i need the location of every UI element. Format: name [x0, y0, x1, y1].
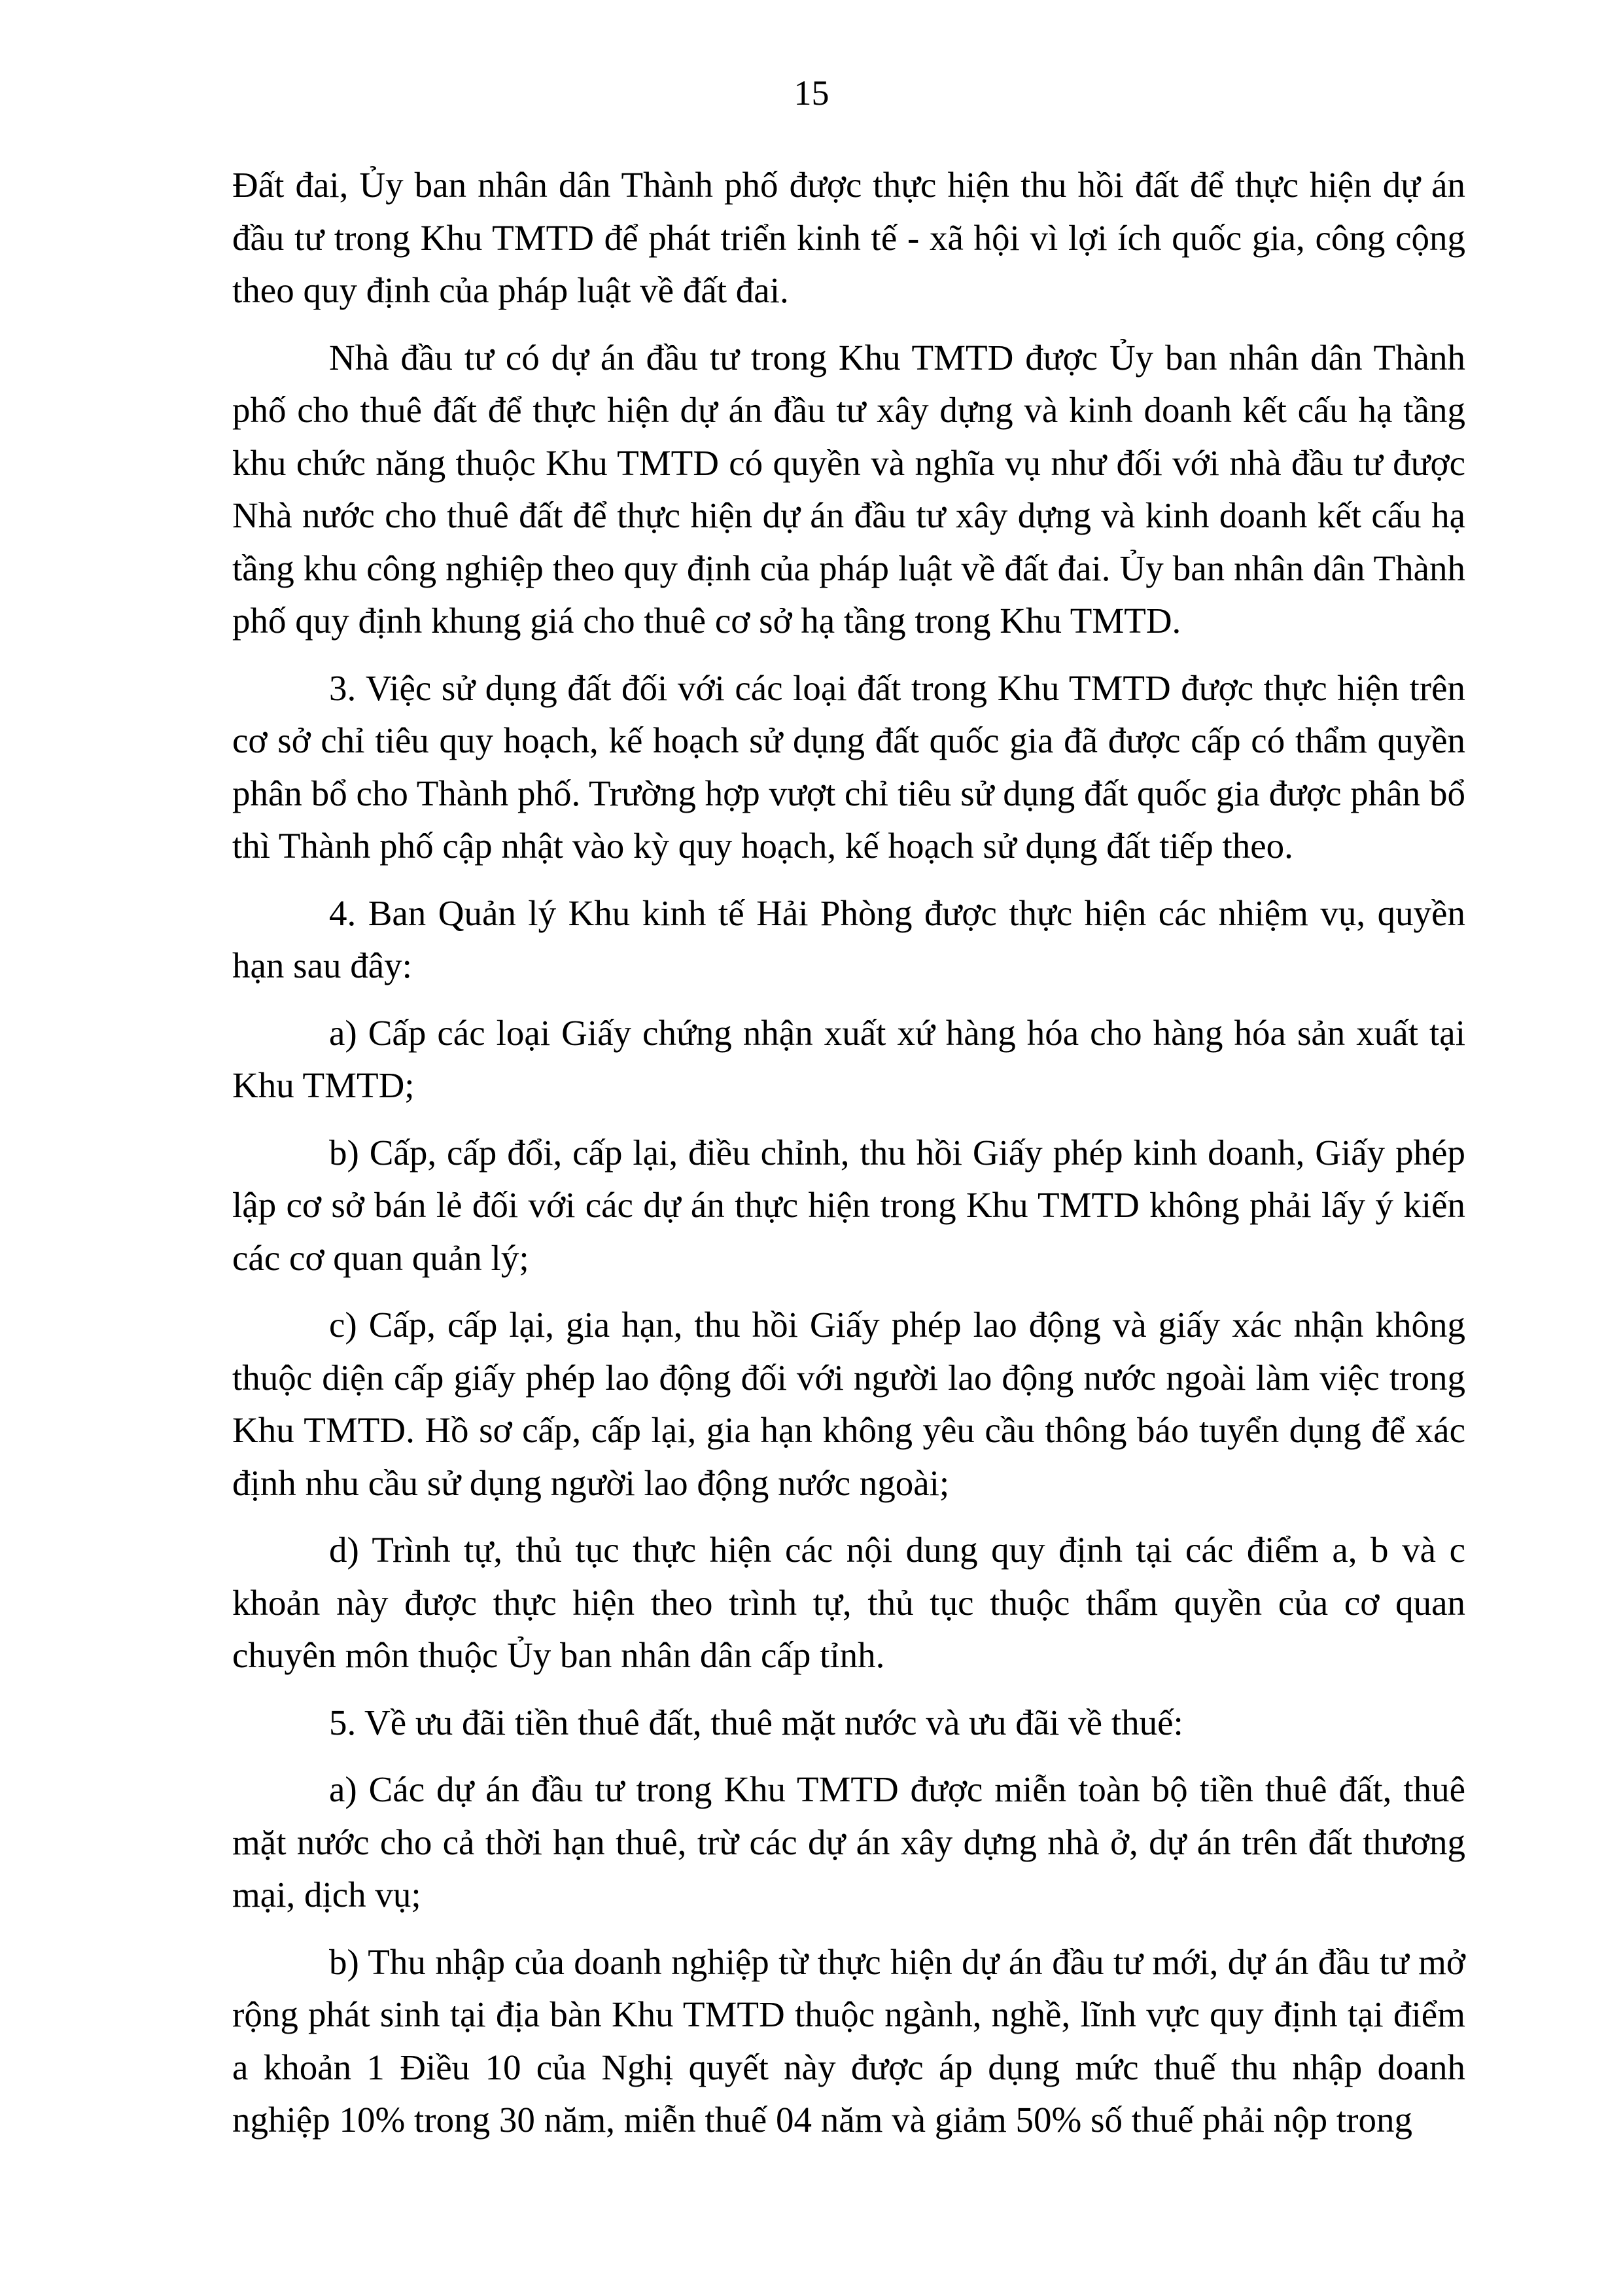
paragraph-clause-4c: c) Cấp, cấp lại, gia hạn, thu hồi Giấy phép lao động và giấy xác nhận không thuộc diện cấp giấy phép lao động đối với người lao động nước ngoài làm việc trong Khu TMTD. Hồ sơ cấp, cấp lại, gia hạn không yêu cầu thông báo tuyển dụng để xác định nhu cầu sử dụng người lao động nước ngoài; [232, 1305, 1465, 1503]
paragraph-investor-rights: Nhà đầu tư có dự án đầu tư trong Khu TMTD được Ủy ban nhân dân Thành phố cho thuê đất để thực hiện dự án đầu tư xây dựng và kinh doanh kết cấu hạ tầng khu chức năng thuộc Khu TMTD có quyền và nghĩa vụ như đối với nhà đầu tư được Nhà nước cho thuê đất để thực hiện dự án đầu tư xây dựng và kinh doanh kết cấu hạ tầng khu công nghiệp theo quy định của pháp luật về đất đai. Ủy ban nhân dân Thành phố quy định khung giá cho thuê cơ sở hạ tầng trong Khu TMTD. [232, 337, 1465, 641]
document-body [232, 159, 1465, 2161]
paragraph-clause-4a: a) Cấp các loại Giấy chứng nhận xuất xứ hàng hóa cho hàng hóa sản xuất tại Khu TMTD; [232, 1012, 1465, 1105]
paragraph-clause-5: 5. Về ưu đãi tiền thuê đất, thuê mặt nước và ưu đãi về thuế: [329, 1702, 1183, 1742]
paragraph-clause-4b: b) Cấp, cấp đổi, cấp lại, điều chỉnh, thu hồi Giấy phép kinh doanh, Giấy phép lập cơ sở bán lẻ đối với các dự án thực hiện trong Khu TMTD không phải lấy ý kiến các cơ quan quản lý; [232, 1132, 1465, 1278]
paragraph-continued: Đất đai, Ủy ban nhân dân Thành phố được thực hiện thu hồi đất để thực hiện dự án đầu tư trong Khu TMTD để phát triển kinh tế - xã hội vì lợi ích quốc gia, công cộng theo quy định của pháp luật về đất đai. [232, 165, 1465, 310]
paragraph-clause-5b: b) Thu nhập của doanh nghiệp từ thực hiện dự án đầu tư mới, dự án đầu tư mở rộng phát sinh tại địa bàn Khu TMTD thuộc ngành, nghề, lĩnh vực quy định tại điểm a khoản 1 Điều 10 của Nghị quyết này được áp dụng mức thuế thu nhập doanh nghiệp 10% trong 30 năm, miễn thuế 04 năm và giảm 50% số thuế phải nộp trong [232, 1941, 1465, 2140]
paragraph-clause-3: 3. Việc sử dụng đất đối với các loại đất trong Khu TMTD được thực hiện trên cơ sở chỉ tiêu quy hoạch, kế hoạch sử dụng đất quốc gia đã được cấp có thẩm quyền phân bổ cho Thành phố. Trường hợp vượt chỉ tiêu sử dụng đất quốc gia được phân bổ thì Thành phố cập nhật vào kỳ quy hoạch, kế hoạch sử dụng đất tiếp theo. [232, 667, 1465, 866]
paragraph-clause-4d: d) Trình tự, thủ tục thực hiện các nội dung quy định tại các điểm a, b và c khoản này được thực hiện theo trình tự, thủ tục thuộc thẩm quyền của cơ quan chuyên môn thuộc Ủy ban nhân dân cấp tỉnh. [232, 1530, 1465, 1675]
paragraph-clause-4: 4. Ban Quản lý Khu kinh tế Hải Phòng được thực hiện các nhiệm vụ, quyền hạn sau đây: [232, 892, 1465, 985]
page-number: 15 [794, 73, 829, 113]
paragraph-clause-5a: a) Các dự án đầu tư trong Khu TMTD được miễn toàn bộ tiền thuê đất, thuê mặt nước cho cả thời hạn thuê, trừ các dự án xây dựng nhà ở, dự án trên đất thương mại, dịch vụ; [232, 1769, 1465, 1915]
